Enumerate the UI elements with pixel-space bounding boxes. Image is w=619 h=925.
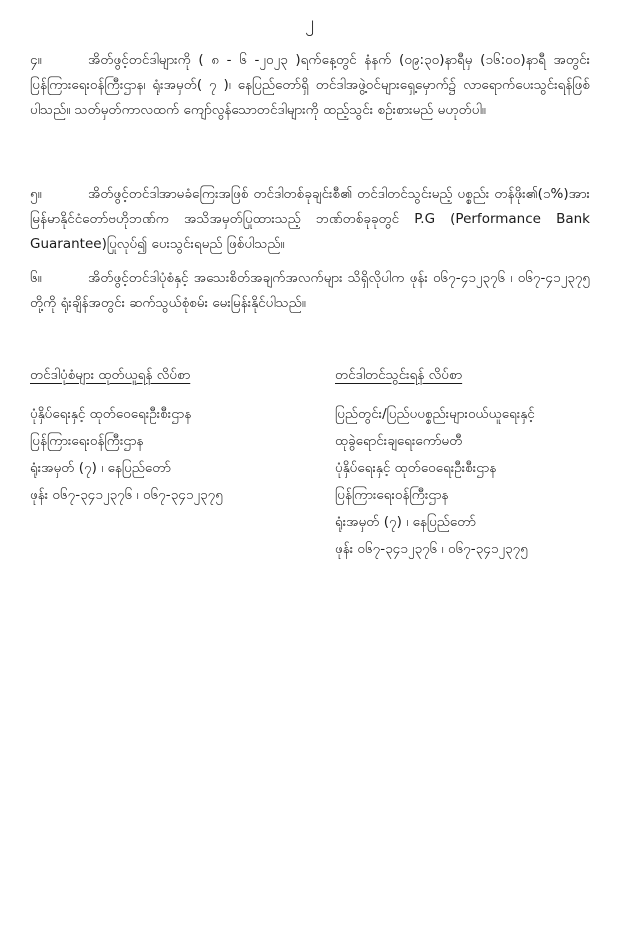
left-address-title: တင်ဒါပုံစံများ ထုတ်ယူရန် လိပ်စာ: [30, 367, 191, 383]
right-address-title: တင်ဒါတင်သွင်းရန် လိပ်စာ: [335, 367, 463, 383]
right-address-block: [335, 362, 605, 563]
paragraph-number: ၅။: [30, 186, 42, 202]
paragraph-6: [30, 266, 590, 316]
paragraph-text: အိတ်ဖွင့်တင်ဒါအာမခံကြေးအဖြစ် တင်ဒါတစ်ခုချင်းစီ၏ တင်ဒါတင်သွင်းမည့် ပစ္စည်း တန်ဖိုး၏(၁%)အား မြန်မာနိုင်ငံတော်ဗဟိုဘဏ်က အသိအမှတ်ပြုထားသည့် ဘဏ်တစ်ခုခုတွင် P.G (Performance Bank Guarantee)ပြုလုပ်၍ ပေးသွင်းရမည် ဖြစ်ပါသည်။: [30, 186, 590, 252]
left-address-line: ပြန်ကြားရေးဝန်ကြီးဌာန: [30, 433, 144, 449]
right-address-line: ပုံနှိပ်ရေးနှင့် ထုတ်ဝေရေးဦးစီးဌာန: [335, 460, 497, 476]
paragraph-4: [30, 48, 590, 123]
right-address-line: ရုံးအမှတ် (၇) ၊ နေပြည်တော်: [335, 514, 476, 530]
paragraph-text: အိတ်ဖွင့်တင်ဒါများကို ( ၈ - ၆ -၂၀၂၃ )ရက်နေ့တွင် နံနက် (၀၉:၃၀)နာရီမှ (၁၆:၀၀)နာရီ အတွင်း ပြန်ကြားရေးဝန်ကြီးဌာန၊ ရုံးအမှတ်( ၇ )၊ နေပြည်တော်ရှိ တင်ဒါအဖွဲ့ဝင်များရှေ့မှောက်၌ လာရောက်ပေးသွင်းရန်ဖြစ်ပါသည်။ သတ်မှတ်ကာလထက် ကျော်လွန်သောတင်ဒါများကို ထည့်သွင်း စဉ်းစားမည် မဟုတ်ပါ။: [30, 52, 590, 118]
paragraph-5: [30, 182, 590, 257]
left-address-line: ရုံးအမှတ် (၇) ၊ နေပြည်တော်: [30, 460, 171, 476]
right-address-line: ပြည်တွင်း/ပြည်ပပစ္စည်းများဝယ်ယူရေးနှင့်: [335, 406, 535, 422]
paragraph-text: အိတ်ဖွင့်တင်ဒါပုံစံနှင့် အသေးစိတ်အချက်အလက်များ သိရှိလိုပါက ဖုန်း ၀၆၇-၄၁၂၃၇၆ ၊ ၀၆၇-၄၁၂၃၇၅ တို့ကို ရုံးချိန်အတွင်း ဆက်သွယ်စုံစမ်း မေးမြန်းနိုင်ပါသည်။: [30, 270, 590, 311]
left-address-line: ပုံနှိပ်ရေးနှင့် ထုတ်ဝေရေးဦးစီးဌာန: [30, 406, 192, 422]
left-address-block: [30, 362, 300, 509]
right-address-line: ထုခွဲရောင်းချရေးကော်မတီ: [335, 433, 463, 449]
left-address-line: ဖုန်း ၀၆၇-၃၄၁၂၃၇၆ ၊ ၀၆၇-၃၄၁၂၃၇၅: [30, 487, 223, 503]
right-address-line: ဖုန်း ၀၆၇-၃၄၁၂၃၇၆ ၊ ၀၆၇-၃၄၁၂၃၇၅: [335, 541, 528, 557]
page-number: ၂: [305, 12, 314, 33]
paragraph-number: ၆။: [30, 270, 42, 286]
right-address-line: ပြန်ကြားရေးဝန်ကြီးဌာန: [335, 487, 449, 503]
paragraph-number: ၄။: [30, 52, 42, 68]
